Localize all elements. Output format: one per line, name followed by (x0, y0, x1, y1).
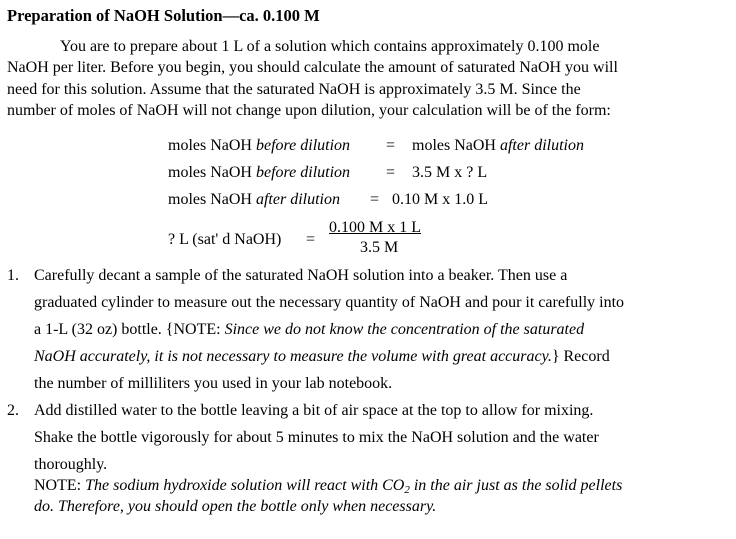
equation-lhs: moles NaOH before dilution (168, 164, 351, 181)
fraction-denominator: 3.5 M (360, 239, 399, 256)
step-line: thoroughly. (34, 456, 108, 473)
equals-sign: = (386, 164, 396, 181)
page-title: Preparation of NaOH Solution—ca. 0.100 M (7, 6, 320, 25)
intro-line: NaOH per liter. Before you begin, you should calculate the amount of saturated NaOH you will (7, 59, 618, 77)
intro-line: You are to prepare about 1 L of a solution which contains approximately 0.100 mole (60, 38, 600, 55)
step-line: a 1-L (32 oz) bottle. {NOTE: Since we do not know the concentration of the saturated (34, 321, 585, 338)
step-line: Carefully decant a sample of the saturated NaOH solution into a beaker. Then use a (34, 267, 568, 284)
step-number: 1. (7, 267, 19, 284)
equals-sign: = (386, 137, 396, 154)
step-line: Shake the bottle vigorously for about 5 minutes to mix the NaOH solution and the water (34, 429, 599, 446)
equals-sign: = (306, 231, 316, 248)
step-1 (7, 262, 717, 397)
note-line: NOTE: The sodium hydroxide solution will react with $CO_2$ in the air just as the solid pellets (34, 477, 623, 496)
step-line: Add distilled water to the bottle leaving a bit of air space at the top to allow for mixing. (34, 402, 594, 419)
step-body (34, 262, 717, 397)
equation-lhs: moles NaOH before dilution (168, 137, 351, 154)
equation-rhs: moles NaOH after dilution (412, 137, 584, 154)
fraction-numerator: 0.100 M x 1 L (329, 219, 421, 236)
equation-rhs: 0.10 M x 1.0 L (392, 191, 488, 208)
equation-lhs: moles NaOH after dilution (168, 191, 340, 208)
procedure-steps (7, 262, 717, 517)
step-note (34, 475, 717, 517)
step-line: graduated cylinder to measure out the necessary quantity of NaOH and pour it carefully into (34, 294, 625, 311)
note-line: do. Therefore, you should open the bottle only when necessary. (34, 498, 437, 515)
intro-line: need for this solution. Assume that the saturated NaOH is approximately 3.5 M. Since the (7, 80, 581, 98)
intro-paragraph (7, 36, 697, 121)
step-line: the number of milliliters you used in your lab notebook. (34, 375, 393, 392)
intro-line: number of moles of NaOH will not change upon dilution, your calculation will be of the form: (7, 101, 611, 119)
equation-rhs: 3.5 M x ? L (412, 164, 488, 181)
step-line: NaOH accurately, it is not necessary to measure the volume with great accuracy.} Record (34, 348, 610, 365)
equals-sign: = (370, 191, 380, 208)
step-number: 2. (7, 402, 19, 419)
step-2 (7, 397, 717, 517)
fraction-label: ? L (sat' d NaOH) (168, 231, 282, 248)
step-body (34, 397, 717, 478)
